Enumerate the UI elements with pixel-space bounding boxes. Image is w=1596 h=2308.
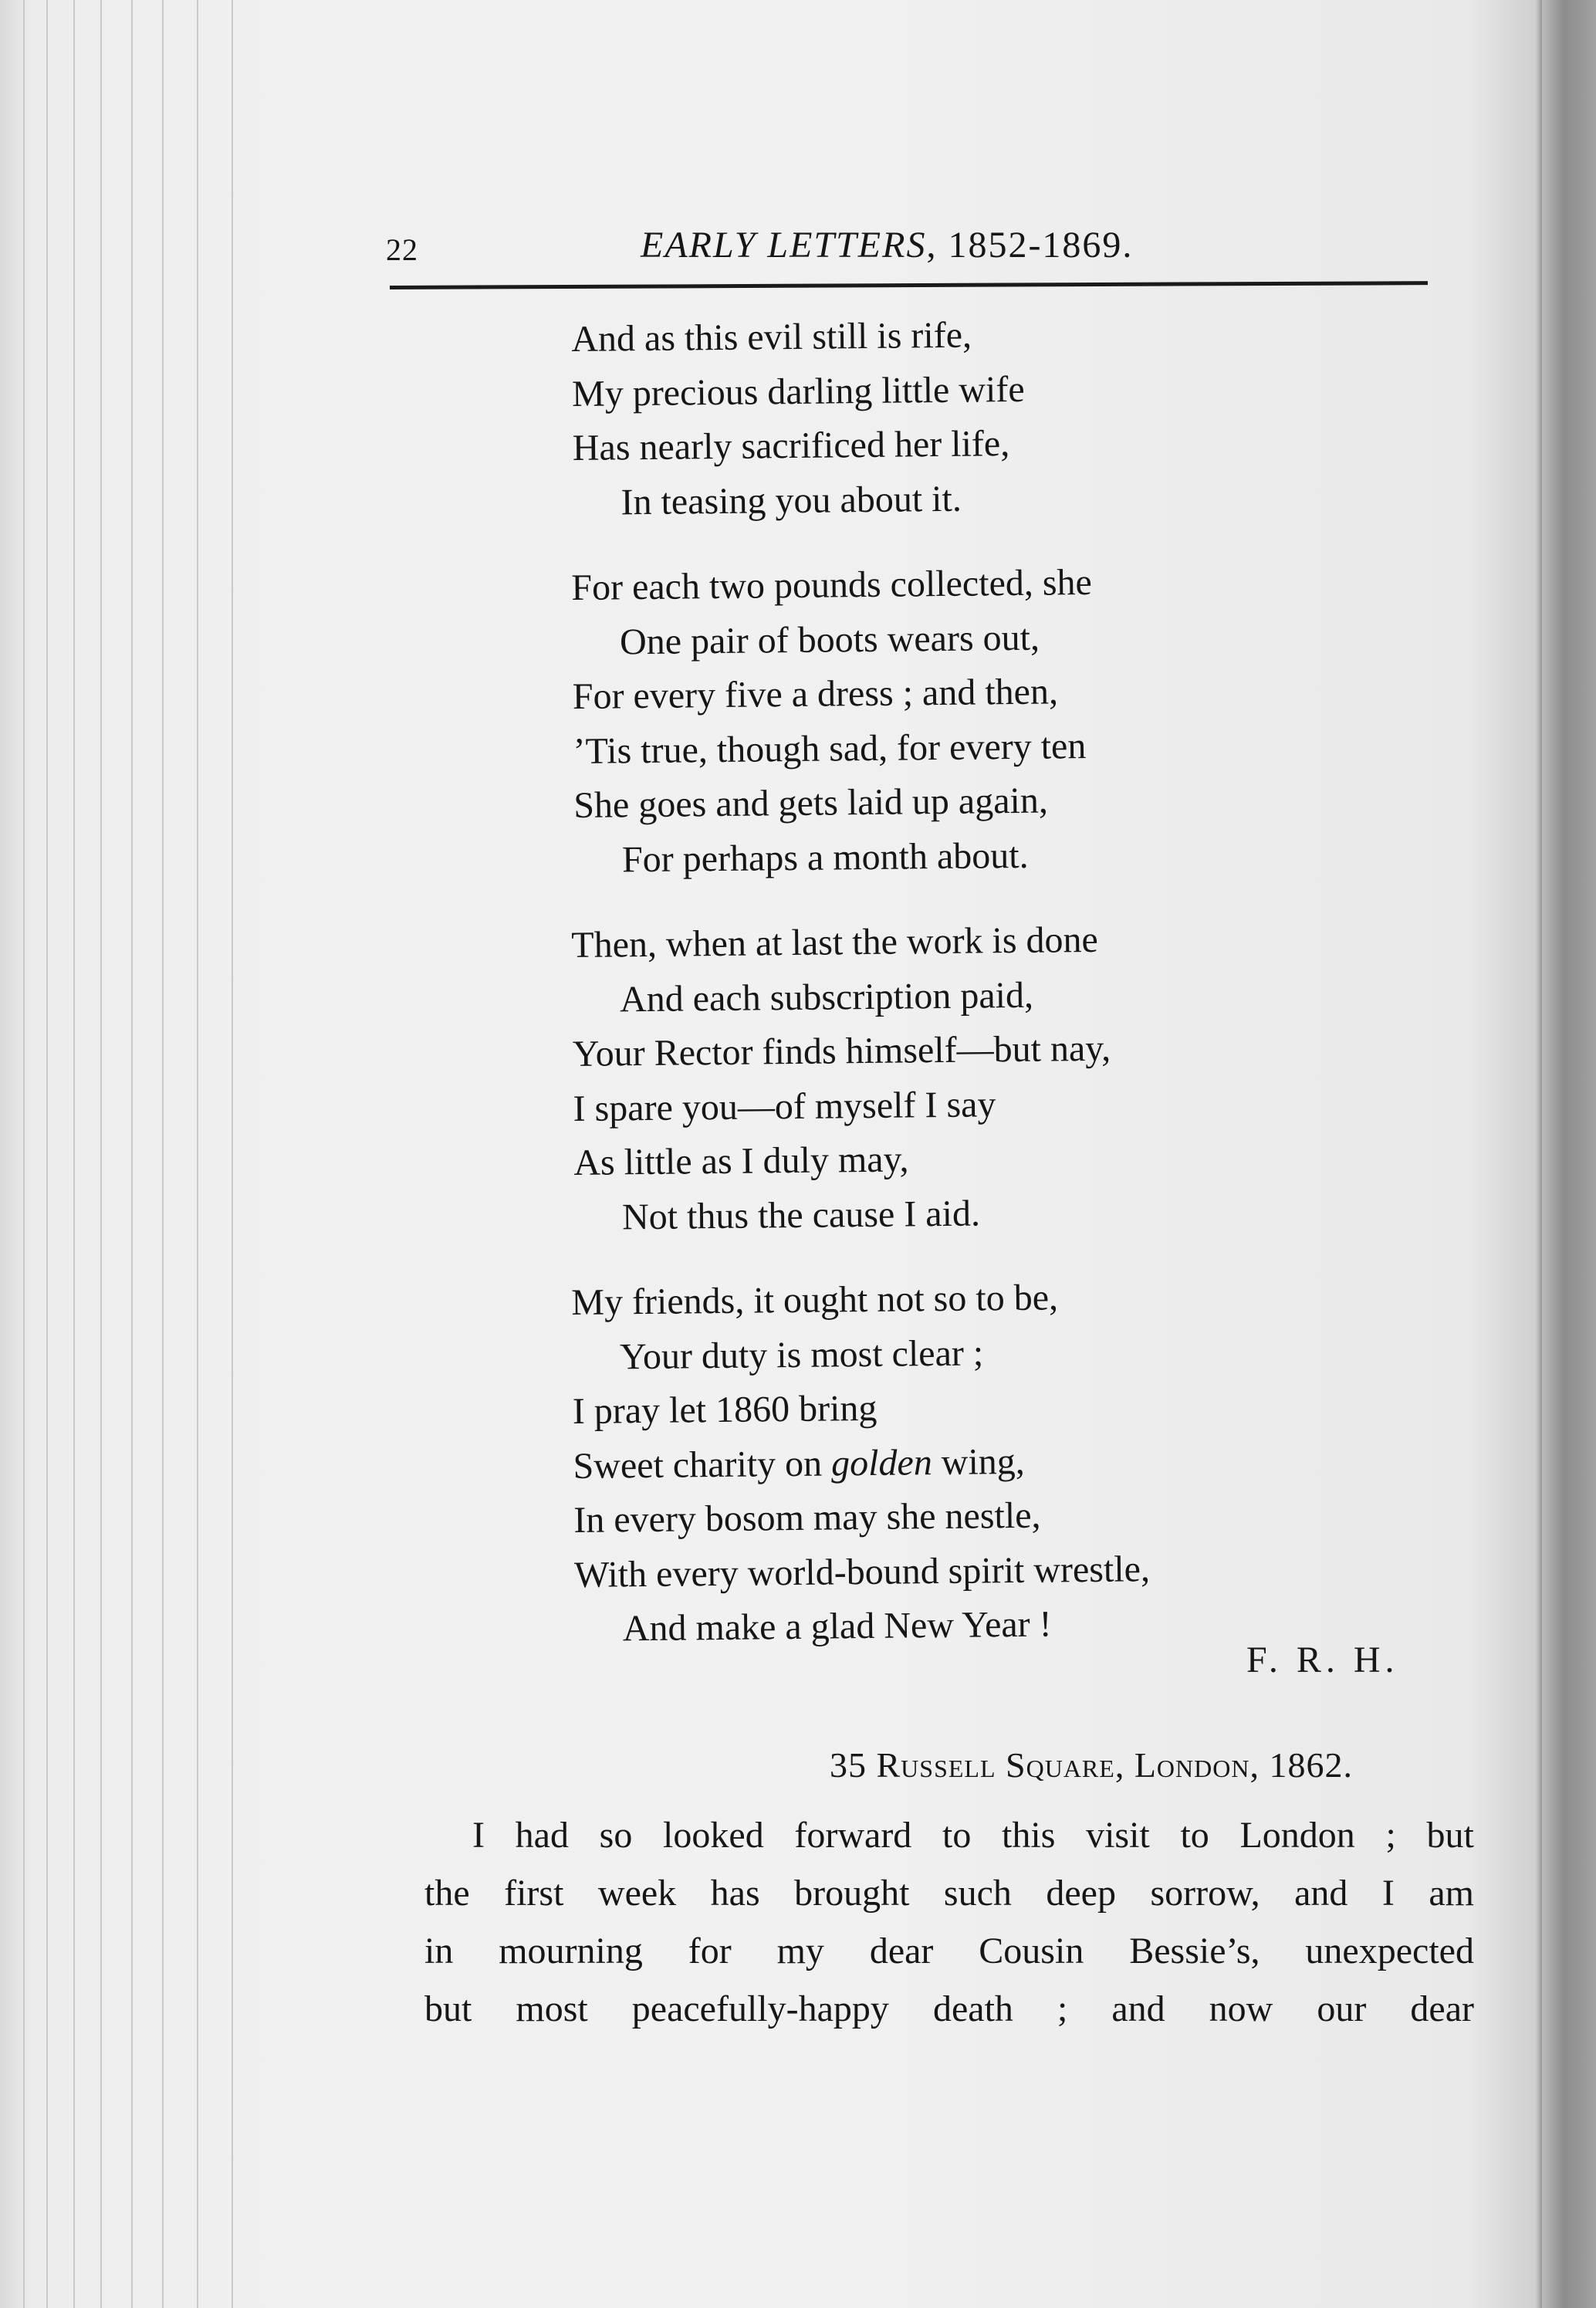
poem-line: Sweet charity on golden wing, (573, 1440, 1026, 1487)
word: dear (869, 1931, 934, 1971)
word: has (710, 1873, 760, 1914)
word: deep (1046, 1873, 1116, 1914)
word: to (942, 1815, 972, 1856)
poem-line: And make a glad New Year ! (622, 1603, 1052, 1650)
stanza (571, 1268, 1347, 1657)
word: so (599, 1815, 633, 1856)
poem-line: And as this evil still is rife, (571, 314, 972, 360)
word: such (943, 1873, 1012, 1914)
poem-line: ’Tis true, though sad, for every ten (573, 725, 1087, 772)
poem-line: Not thus the cause I aid. (621, 1192, 981, 1237)
word: I (1381, 1873, 1395, 1914)
word: had (515, 1815, 569, 1856)
running-title (641, 224, 1133, 266)
poem (571, 313, 1343, 1688)
running-title-text: EARLY LETTERS (641, 225, 927, 266)
word: ; (1385, 1815, 1396, 1856)
running-title-dates: , 1852-1869. (926, 225, 1134, 266)
poem-line: Your Rector finds himself—but nay, (572, 1027, 1111, 1074)
word: in (424, 1931, 454, 1971)
stanza (571, 911, 1346, 1245)
poem-line: I spare you—of myself I say (573, 1083, 996, 1129)
poem-line: Has nearly sacrificed her life, (572, 423, 1010, 469)
word: but (1426, 1815, 1474, 1856)
page-number: 22 (386, 232, 418, 267)
word: week (597, 1873, 677, 1914)
word: visit (1086, 1815, 1150, 1856)
poem-line: For every five a dress ; and then, (572, 671, 1059, 717)
word: our (1317, 1988, 1367, 2029)
word: mourning (499, 1931, 643, 1971)
poem-line: I pray let 1860 bring (572, 1387, 877, 1432)
word: brought (794, 1873, 910, 1914)
word: sorrow, (1150, 1873, 1260, 1914)
word: this (1002, 1815, 1056, 1856)
poem-line: And each subscription paid, (619, 974, 1034, 1020)
word: London (1239, 1815, 1355, 1856)
letter-line (424, 1864, 1474, 1922)
letter-line (424, 1922, 1474, 1980)
word: for (688, 1931, 732, 1971)
stanza (571, 305, 1345, 530)
word: dear (1410, 1988, 1474, 2029)
word: my (776, 1931, 824, 1971)
word: looked (663, 1815, 764, 1856)
poem-line: In every bosom may she nestle, (573, 1494, 1041, 1541)
letter-body (424, 1806, 1474, 2038)
poem-line: In teasing you about it. (620, 478, 962, 523)
letter-dateline (830, 1745, 1353, 1785)
word: unexpected (1305, 1931, 1474, 1971)
word: but (424, 1988, 472, 2029)
dateline-number: 35 (830, 1745, 867, 1785)
word: peacefully-happy (631, 1988, 889, 2029)
word: forward (794, 1815, 912, 1856)
poem-line: As little as I duly may, (573, 1139, 909, 1183)
word: Bessie’s, (1129, 1931, 1260, 1971)
stanza (571, 553, 1346, 888)
word: death (932, 1988, 1013, 2029)
word: and (1294, 1873, 1348, 1914)
dateline-year: 1862. (1269, 1745, 1353, 1785)
letter-line (424, 1980, 1474, 2038)
poem-line: Then, when at last the work is done (571, 919, 1099, 966)
poem-line: With every world-bound spirit wrestle, (573, 1548, 1151, 1596)
word: am (1429, 1873, 1474, 1914)
binding-shadow (1542, 0, 1596, 2308)
word: first (504, 1873, 564, 1914)
word: now (1209, 1988, 1273, 2029)
dateline-place: Russell Square, London, (876, 1745, 1260, 1785)
poem-line: For perhaps a month about. (621, 834, 1029, 880)
word: the (424, 1873, 470, 1914)
letter-line (424, 1806, 1474, 1864)
poem-signature: F. R. H. (1246, 1640, 1399, 1680)
poem-line: Your duty is most clear ; (619, 1332, 984, 1377)
word: Cousin (979, 1931, 1084, 1971)
poem-line: My friends, it ought not so to be, (571, 1277, 1059, 1323)
word: most (516, 1988, 588, 2029)
word: ; (1057, 1988, 1068, 2029)
italic-word: golden (830, 1441, 933, 1484)
poem-line: One pair of boots wears out, (619, 617, 1040, 662)
word: I (472, 1815, 485, 1856)
page-edges (15, 0, 247, 2308)
poem-line: My precious darling little wife (571, 368, 1025, 415)
word: and (1111, 1988, 1165, 2029)
word: to (1180, 1815, 1209, 1856)
running-header (386, 224, 1428, 286)
poem-line: She goes and gets laid up again, (573, 780, 1049, 826)
poem-line: For each two pounds collected, she (571, 561, 1093, 608)
